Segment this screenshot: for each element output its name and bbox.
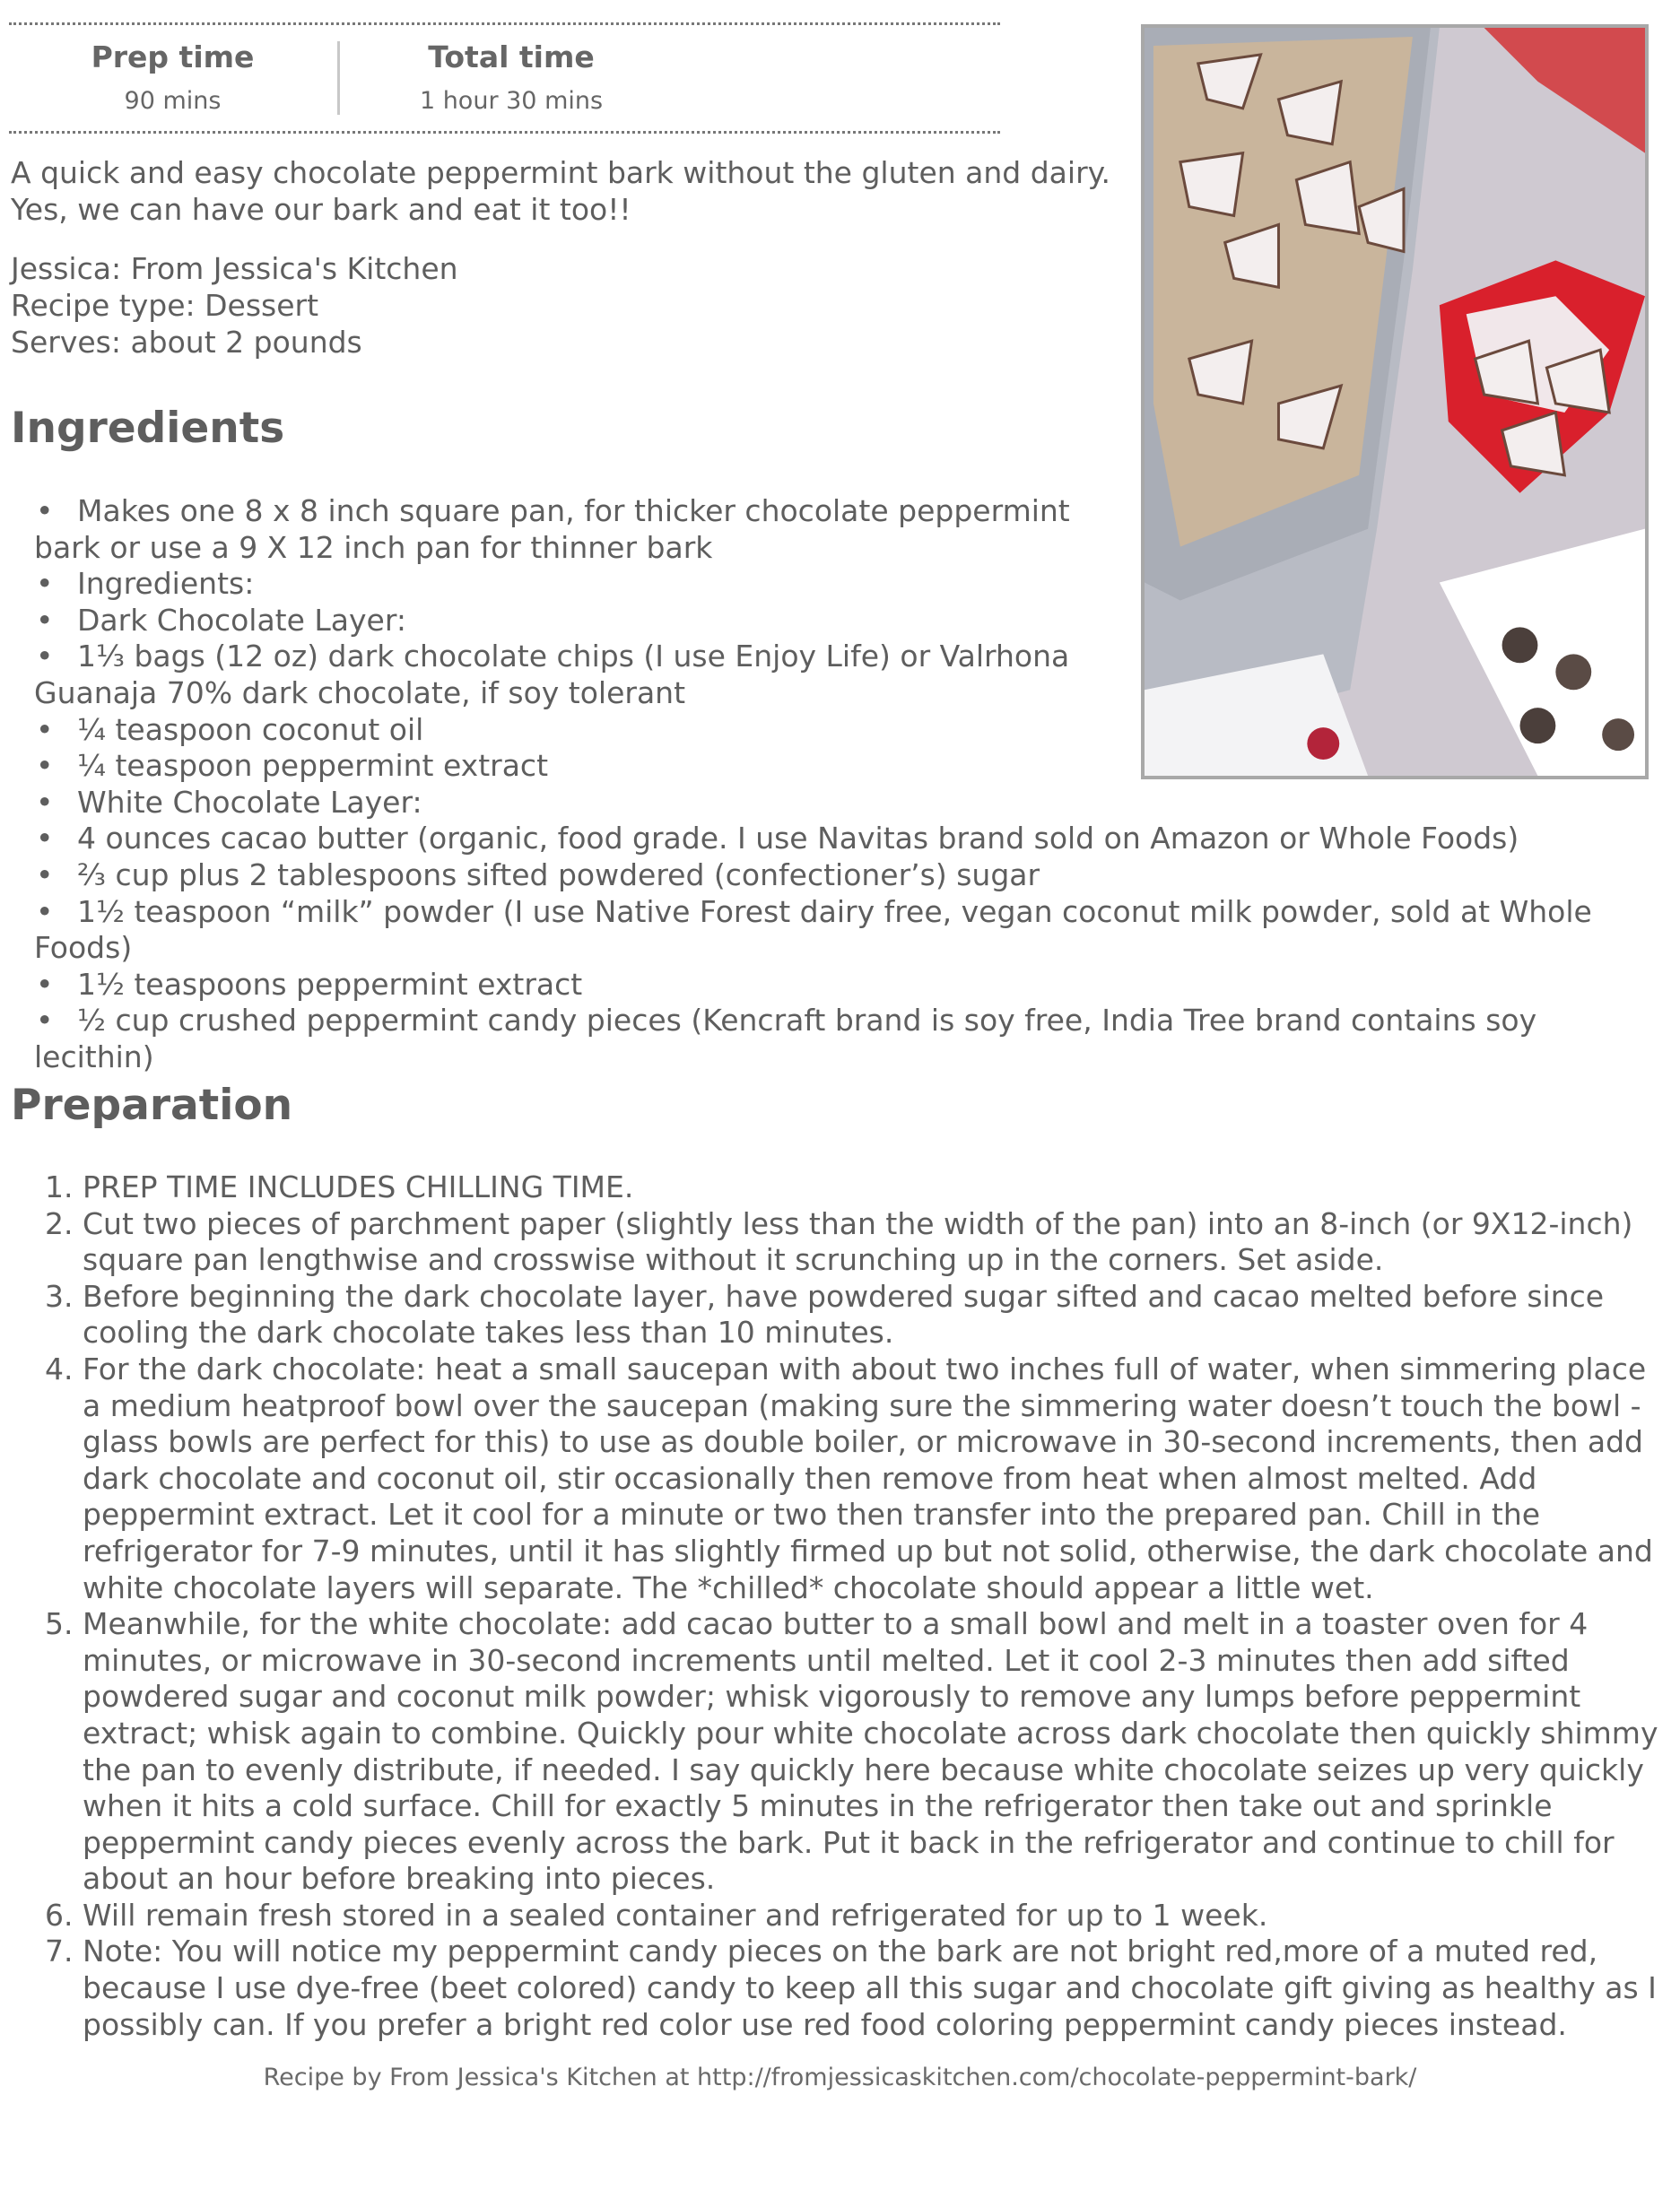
- ingredients-heading: Ingredients: [11, 404, 285, 453]
- recipe-description: A quick and easy chocolate peppermint bark without the gluten and dairy. Yes, we can have our bark and eat it too!!: [11, 155, 1110, 227]
- ingredient-item: • 4 ounces cacao butter (organic, food grade. I use Navitas brand sold on Amazon or Whole Foods): [34, 821, 1658, 857]
- recipe-footer-credit: Recipe by From Jessica's Kitchen at http://fromjessicaskitchen.com/chocolate-peppermint-bark/: [263, 2064, 1417, 2091]
- ingredient-item: • ½ cup crushed peppermint candy pieces (Kencraft brand is soy free, India Tree brand contains soy lecithin): [34, 1003, 1658, 1075]
- times-divider: [337, 41, 340, 115]
- preparation-step: 1. PREP TIME INCLUDES CHILLING TIME.: [83, 1169, 1659, 1206]
- preparation-step: 7. Note: You will notice my peppermint candy pieces on the bark are not bright red,more of a muted red, because I use dye-free (beet colored) candy to keep all this sugar and chocolate gift giving as healthy as I possibly can. If you prefer a bright red color use red food coloring peppermint candy pieces instead.: [83, 1934, 1659, 2043]
- ingredient-item: • White Chocolate Layer:: [34, 785, 1658, 821]
- total-time-block: [341, 25, 682, 131]
- ingredient-item: • ¼ teaspoon coconut oil: [34, 712, 1658, 749]
- ingredient-item: • ⅔ cup plus 2 tablespoons sifted powdered (confectioner’s) sugar: [34, 857, 1658, 894]
- preparation-heading: Preparation: [11, 1081, 293, 1130]
- total-time-value: 1 hour 30 mins: [419, 87, 604, 115]
- recipe-type: Recipe type: Dessert: [11, 288, 319, 323]
- total-time-label: Total time: [428, 39, 595, 74]
- ingredient-item: • 1½ teaspoons peppermint extract: [34, 967, 1658, 1004]
- recipe-times-bar: [9, 22, 1000, 134]
- preparation-step: 6. Will remain fresh stored in a sealed container and refrigerated for up to 1 week.: [83, 1898, 1659, 1934]
- preparation-step: 5. Meanwhile, for the white chocolate: add cacao butter to a small bowl and melt in a toaster oven for 4 minutes, or microwave in 30-second increments until melted. Let it cool 2-3 minutes then add sifted powdered sugar and coconut milk powder; whisk vigorously to remove any lumps before peppermint extract; whisk again to combine. Quickly pour white chocolate across dark chocolate then quickly shimmy the pan to evenly distribute, if needed. I say quickly here because white chocolate seizes up very quickly when it hits a cold surface. Chill for exactly 5 minutes in the refrigerator then take out and sprinkle peppermint candy pieces evenly across the bark. Put it back in the refrigerator and continue to chill for about an hour before breaking into pieces.: [83, 1606, 1659, 1898]
- prep-time-block: [9, 25, 336, 131]
- preparation-step: 3. Before beginning the dark chocolate layer, have powdered sugar sifted and cacao melted before since cooling the dark chocolate takes less than 10 minutes.: [83, 1279, 1659, 1352]
- ingredient-item: • 1⅓ bags (12 oz) dark chocolate chips (I use Enjoy Life) or Valrhona Guanaja 70% dark chocolate, if soy tolerant: [34, 639, 1137, 711]
- ingredient-item: • 1½ teaspoon “milk” powder (I use Native Forest dairy free, vegan coconut milk powder, sold at Whole Foods): [34, 894, 1658, 967]
- preparation-steps: [83, 1169, 1659, 2043]
- ingredient-item: • Makes one 8 x 8 inch square pan, for thicker chocolate peppermint bark or use a 9 X 12 inch pan for thinner bark: [34, 493, 1137, 566]
- ingredients-list: [34, 493, 1658, 1076]
- recipe-serves: Serves: about 2 pounds: [11, 325, 362, 360]
- preparation-step: 2. Cut two pieces of parchment paper (slightly less than the width of the pan) into an 8-inch (or 9X12-inch) square pan lengthwise and crosswise without it scrunching up in the corners. Set aside.: [83, 1206, 1659, 1279]
- preparation-step: 4. For the dark chocolate: heat a small saucepan with about two inches full of water, when simmering place a medium heatproof bowl over the saucepan (making sure the simmering water doesn’t touch the bowl - glass bowls are perfect for this) to use as double boiler, or microwave in 30-second increments, then add dark chocolate and coconut oil, stir occasionally then remove from heat when almost melted. Add peppermint extract. Let it cool for a minute or two then transfer into the prepared pan. Chill in the refrigerator for 7-9 minutes, until it has slightly firmed up but not solid, otherwise, the dark chocolate and white chocolate layers will separate. The *chilled* chocolate should appear a little wet.: [83, 1352, 1659, 1606]
- prep-time-value: 90 mins: [124, 87, 222, 115]
- ingredient-item: • Dark Chocolate Layer:: [34, 603, 1658, 639]
- ingredient-item: • Ingredients:: [34, 566, 1658, 603]
- recipe-author: Jessica: From Jessica's Kitchen: [11, 251, 458, 286]
- ingredient-item: • ¼ teaspoon peppermint extract: [34, 748, 1658, 785]
- prep-time-label: Prep time: [91, 39, 255, 74]
- recipe-meta: [11, 250, 1123, 361]
